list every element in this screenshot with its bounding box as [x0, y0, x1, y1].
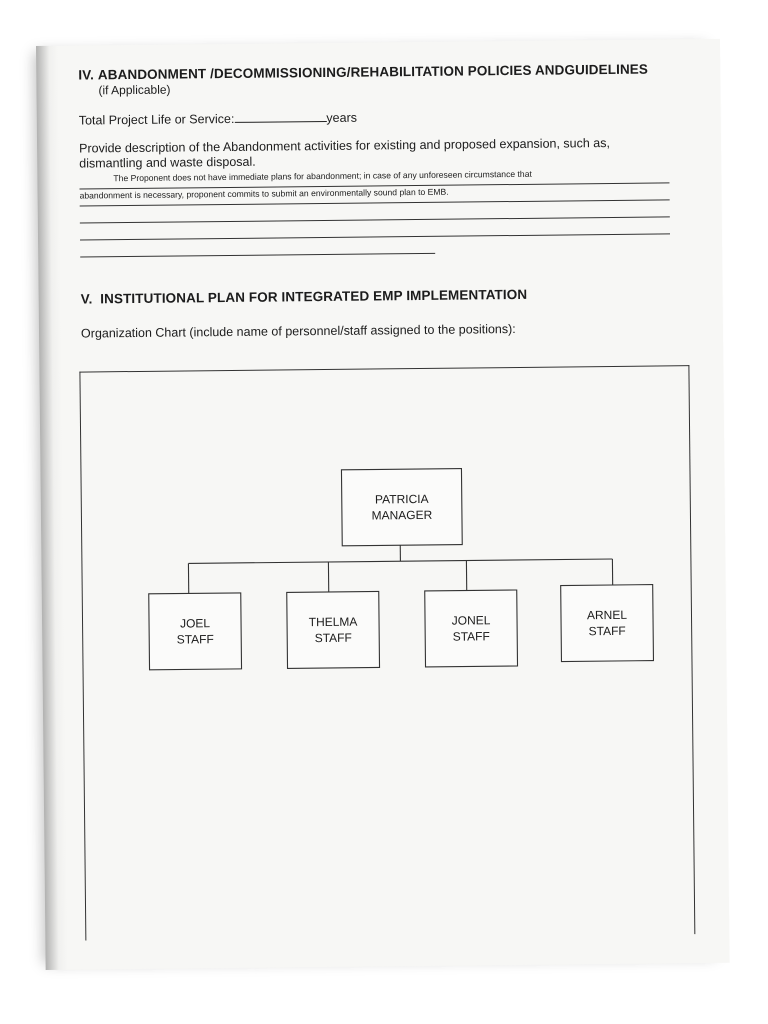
staff-role: STAFF: [176, 632, 214, 647]
org-chart: [80, 366, 694, 940]
staff-box-border: [287, 591, 380, 668]
staff-box-thelma: [287, 591, 380, 668]
paper-sheet: [36, 39, 730, 970]
staff-name: THELMA: [308, 614, 358, 630]
binding-shadow: [36, 46, 68, 970]
project-life-label: Total Project Life or Service:: [78, 111, 235, 128]
abandonment-answer-lines: [79, 166, 670, 257]
project-life-row: [79, 105, 679, 127]
section-iv-number: IV.: [78, 67, 94, 83]
answer-line[interactable]: [80, 237, 435, 258]
manager-name: PATRICIA: [374, 491, 429, 507]
org-chart-connectors: [188, 543, 612, 593]
form-content: [78, 61, 681, 340]
section-v-heading: [81, 285, 681, 306]
section-iv-title: ABANDONMENT /DECOMMISSIONING/REHABILITATION POLICIES ANDGUIDELINES: [97, 61, 649, 83]
project-life-field[interactable]: [234, 109, 326, 123]
manager-box: [341, 469, 462, 546]
answer-line[interactable]: abandonment is necessary, proponent commits to submit an environmentally sound plan to EMB.: [80, 183, 670, 206]
staff-box-jonel: [425, 590, 518, 667]
abandonment-description-prompt: Provide description of the Abandonment activities for existing and proposed expansion, such as, dismantling and waste disposal.: [79, 135, 611, 171]
staff-role: STAFF: [588, 623, 626, 639]
staff-name: JOEL: [179, 616, 211, 631]
org-chart-prompt: Organization Chart (include name of personnel/staff assigned to the positions):: [80, 321, 516, 341]
answer-line[interactable]: The Proponent does not have immediate plans for abandonment; in case of any unforeseen circumstance that: [79, 166, 669, 189]
staff-role: STAFF: [452, 629, 490, 644]
staff-role: STAFF: [314, 630, 352, 646]
manager-role: MANAGER: [371, 507, 433, 523]
staff-box-arnel: [561, 585, 654, 662]
section-v-title: INSTITUTIONAL PLAN FOR INTEGRATED EMP IMPLEMENTATION: [100, 286, 528, 307]
section-v-number: V.: [80, 291, 93, 307]
staff-name: JONEL: [451, 613, 491, 628]
staff-name: ARNEL: [586, 607, 628, 623]
section-iv-subnote: (if Applicable): [98, 82, 171, 98]
staff-box-joel: [149, 593, 242, 670]
org-chart-frame: [79, 365, 695, 940]
project-life-unit: years: [326, 110, 358, 125]
